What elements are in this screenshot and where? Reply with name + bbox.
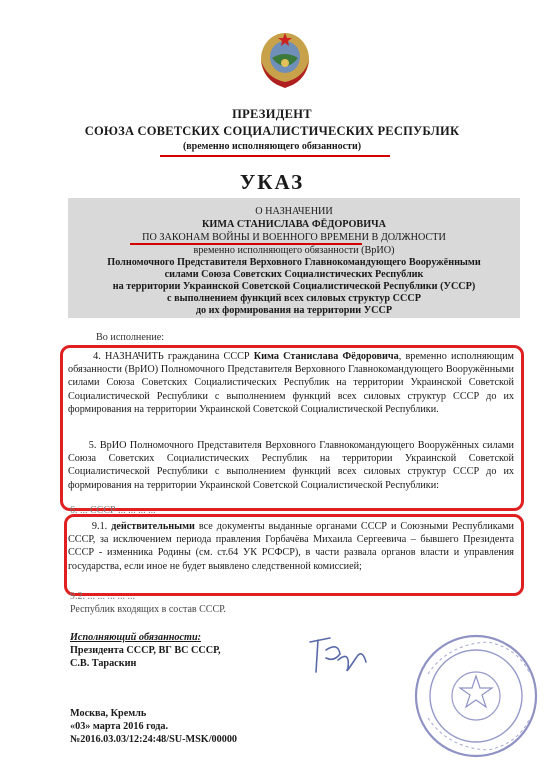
para4-number: 4. НАЗНАЧИТЬ bbox=[93, 351, 164, 362]
republics-text: Республик входящих в состав СССР. bbox=[70, 604, 226, 615]
ussr-coat-of-arms-icon bbox=[258, 30, 312, 92]
para5-text: 5. ВрИО Полномочного Представителя Верховного Главнокомандующего Вооружённых силами Союза Советских Социалистических Республик на территории Украинской Советской Социалистической Республики с выполнением функций всех силовых структур СССР до их формирования на территории Украинской Советской Социалистической Республики: bbox=[68, 440, 514, 491]
paragraph-5 bbox=[68, 439, 514, 492]
round-seal-stamp bbox=[398, 614, 538, 764]
footer-place: Москва, Кремль bbox=[70, 708, 147, 719]
header-union: СОЮЗА СОВЕТСКИХ СОЦИАЛИСТИЧЕСКИХ РЕСПУБЛИК bbox=[84, 124, 460, 138]
appointment-line: О НАЗНАЧЕНИИ bbox=[255, 206, 333, 217]
header-acting: (временно исполняющего обязанности) bbox=[182, 141, 362, 152]
decree-title: УКАЗ bbox=[239, 170, 305, 194]
signatory-name: С.В. Тараскин bbox=[70, 658, 137, 669]
appointment-name: КИМА СТАНИСЛАВА ФЁДОРОВИЧА bbox=[202, 219, 386, 230]
appointment-line: с выполнением функций всех силовых структур СССР bbox=[167, 293, 421, 304]
appointment-line: на территории Украинской Советской Социалистической Республики (УССР) bbox=[112, 281, 476, 292]
para4-name: Кима Станислава Фёдоровича bbox=[253, 351, 399, 362]
appointment-line: до их формирования на территории УССР bbox=[195, 305, 393, 316]
faded-text-after: 9.2. ... ... ... ... ... bbox=[70, 591, 135, 602]
faded-text-between: 6. ... СССР ... ... ... ... bbox=[70, 505, 156, 516]
para4-text-b: , временно исполняющим обязанности (ВрИО) Полномочного Представителя Верховного Главнокомандующего Вооружёнными силами Союза Советских Социалистических Республик на территории Украинской Советской Социалистической Республики с выполнением функций всех силовых структур СССР до их формирования на территории Украинской Советской Социалистической Республики. bbox=[68, 351, 514, 415]
appointment-war-law: ПО ЗАКОНАМ ВОЙНЫ И ВОЕННОГО ВРЕМЕНИ В ДОЛЖНОСТИ bbox=[142, 232, 446, 243]
paragraph-9-1 bbox=[68, 520, 514, 573]
para91-number: 9.1. bbox=[91, 521, 112, 532]
intro-text: Во исполнение: bbox=[96, 332, 165, 343]
footer-number: №2016.03.03/12:24:48/SU-MSK/00000 bbox=[70, 734, 238, 745]
footer-date: «03» марта 2016 года. bbox=[70, 721, 169, 732]
appointment-line: Полномочного Представителя Верховного Главнокомандующего Вооружёнными bbox=[107, 257, 481, 268]
appointment-line: временно исполняющего обязанности (ВрИО) bbox=[193, 245, 395, 256]
para91-text: все документы выданные органами СССР и Союзными Республиками СССР, за исключением периода правления Горбачёва Михаила Сергеевича – бывшего Президента СССР - изменника Родины (см. ст.64 УК РСФСР), в части развала органов власти и управления государства, если иное не будет выявлено следственной комиссией; bbox=[68, 521, 515, 572]
handwritten-signature bbox=[304, 628, 374, 683]
para91-bold: действительными bbox=[111, 521, 195, 532]
red-underline-acting bbox=[160, 155, 390, 157]
paragraph-4 bbox=[68, 350, 514, 416]
header-president: ПРЕЗИДЕНТ bbox=[232, 107, 312, 121]
signatory-position: Президента СССР, ВГ ВС СССР, bbox=[70, 645, 221, 656]
appointment-line: силами Союза Советских Социалистических Республик bbox=[164, 269, 424, 280]
signatory-title: Исполняющий обязанности: bbox=[70, 632, 202, 643]
para4-text-a: гражданина СССР bbox=[163, 351, 254, 362]
